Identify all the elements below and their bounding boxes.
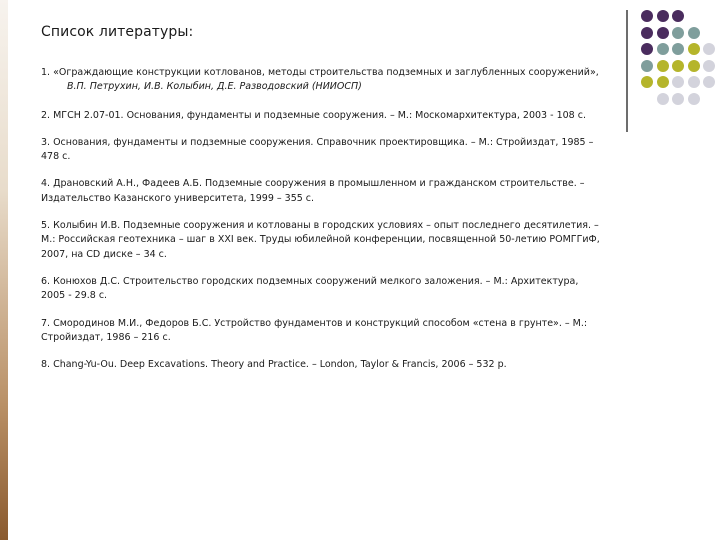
- decorative-dot: [657, 93, 669, 105]
- decorative-dot: [657, 27, 669, 39]
- decorative-dot: [688, 60, 700, 72]
- decorative-dot-grid: [638, 8, 720, 118]
- decorative-dot: [657, 76, 669, 88]
- decorative-vertical-line: [626, 10, 628, 132]
- reference-text: 8. Chang-Yu-Ou. Deep Excavations. Theory and Practice. – London, Taylor & Francis, 2006 – 532 p.: [41, 359, 507, 371]
- decorative-dot: [703, 60, 715, 72]
- reference-text: 2. МГСН 2.07-01. Основания, фундаменты и подземные сооружения. – М.: Москомархитектура, 2003 - 108 с.: [41, 109, 586, 121]
- reference-item-5: [41, 219, 601, 262]
- decorative-dot: [641, 27, 653, 39]
- decorative-dot: [672, 93, 684, 105]
- slide-title: Список литературы:: [41, 24, 194, 40]
- decorative-dot: [688, 43, 700, 55]
- decorative-dot: [657, 60, 669, 72]
- reference-text: 5. Колыбин И.В. Подземные сооружения и котлованы в городских условиях – опыт последнего десятилетия. – М.: Российская геотехника – шаг в XXI век. Труды юбилейной конференции, посвященной 50-летию РОМГГиФ, 2007, на CD диске – 34 с.: [41, 220, 600, 260]
- decorative-dot: [657, 43, 669, 55]
- reference-item-2: [41, 109, 601, 123]
- reference-text: 4. Драновский А.Н., Фадеев А.Б. Подземные сооружения в промышленном и гражданском строительстве. – Издательство Казанского университета, 1999 – 355 с.: [41, 178, 585, 204]
- reference-item-1: [41, 66, 601, 95]
- reference-item-3: [41, 136, 601, 165]
- decorative-dot: [641, 10, 653, 22]
- reference-list: [41, 66, 601, 385]
- decorative-dot: [641, 76, 653, 88]
- decorative-dot: [703, 76, 715, 88]
- decorative-dot: [672, 43, 684, 55]
- decorative-dot: [672, 60, 684, 72]
- decorative-dot: [641, 60, 653, 72]
- reference-authors: В.П. Петрухин, И.В. Колыбин, Д.Е. Разводовский (НИИОСП): [67, 81, 362, 93]
- decorative-dot: [641, 43, 653, 55]
- reference-item-7: [41, 317, 601, 346]
- decorative-dot: [688, 76, 700, 88]
- reference-text: 6. Конюхов Д.С. Строительство городских подземных сооружений мелкого заложения. – М.: Архитектура, 2005 - 29.8 с.: [41, 275, 579, 302]
- decorative-dot: [688, 27, 700, 39]
- reference-item-4: [41, 177, 601, 206]
- reference-text: 1. «Ограждающие конструкции котлованов, методы строительства подземных и заглубленных сооружений»,: [41, 67, 599, 78]
- decorative-dot: [703, 43, 715, 55]
- reference-item-6: [41, 275, 601, 304]
- reference-item-8: [41, 358, 601, 372]
- left-gradient-border: [0, 0, 8, 540]
- decorative-dot: [688, 93, 700, 105]
- decorative-dot: [672, 76, 684, 88]
- reference-text: 7. Смородинов М.И., Федоров Б.С. Устройство фундаментов и конструкций способом «стена в грунте». – М.: Стройиздат, 1986 – 216 с.: [41, 317, 588, 343]
- reference-text: 3. Основания, фундаменты и подземные сооружения. Справочник проектировщика. – М.: Стройиздат, 1985 – 478 с.: [41, 136, 594, 163]
- decorative-dot: [657, 10, 669, 22]
- decorative-dot: [672, 10, 684, 22]
- decorative-dot: [672, 27, 684, 39]
